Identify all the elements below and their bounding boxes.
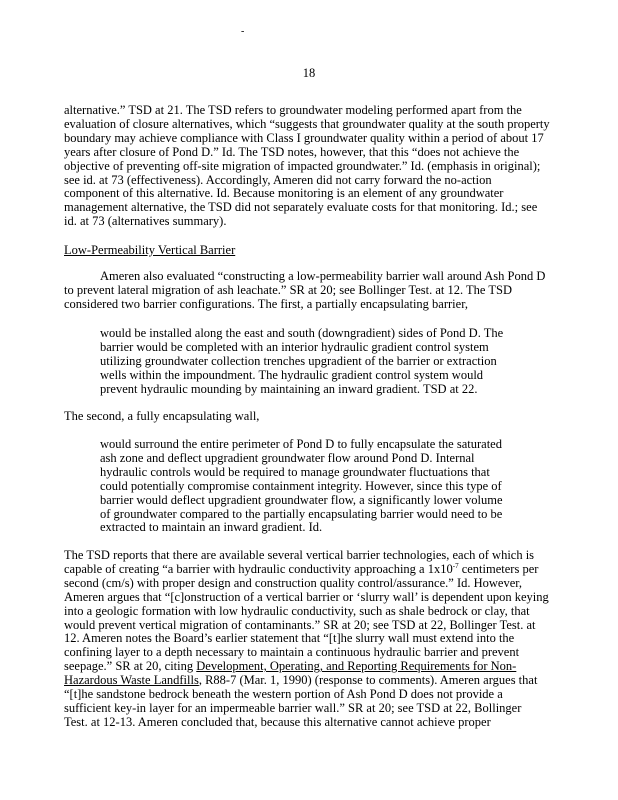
text-fragment: seepage.” SR at 20, citing (64, 659, 197, 674)
text-line: confining layer to a depth necessary to maintain a continuous hydraulic barrier and prevent (64, 645, 520, 660)
block-quote-full-barrier (100, 438, 503, 535)
paragraph-alternative (64, 104, 550, 229)
text-line: see id. at 73 (effectiveness). Accordingly, Ameren did not carry forward the no-action (64, 172, 492, 187)
text-line: Test. at 12-13. Ameren concluded that, because this alternative cannot achieve proper (64, 714, 491, 729)
paragraph-ameren-evaluated (64, 270, 545, 312)
exponent: -7 (452, 561, 459, 570)
text-fragment: , R88-7 (Mar. 1, 1990) (response to comments). Ameren argues that (198, 673, 538, 688)
text-fragment: centimeters per (458, 561, 539, 576)
text-line: would surround the entire perimeter of Pond D to fully encapsulate the saturated (100, 437, 502, 451)
text-line: barrier would be completed with an interior hydraulic gradient control system (100, 339, 489, 354)
text-fragment: capable of creating “a barrier with hydraulic conductivity approaching a 1x10 (64, 561, 453, 576)
text-line: The TSD reports that there are available several vertical barrier technologies, each of which is (64, 548, 535, 562)
block-quote-partial-barrier (100, 327, 503, 397)
text-line: The second, a fully encapsulating wall, (64, 409, 260, 423)
text-line: prevent hydraulic mounding by maintaining an inward gradient. TSD at 22. (100, 381, 478, 396)
text-line: extracted to maintain an inward gradient. Id. (100, 520, 323, 535)
scan-mark: - (241, 26, 245, 37)
text-line: “[t]he sandstone bedrock beneath the western portion of Ash Pond D does not provide a (64, 687, 503, 702)
text-line: boundary may achieve compliance with Class I groundwater quality within a period of about 17 (64, 130, 544, 145)
text-line: sufficient key-in layer for an impermeable barrier wall.” SR at 20; see TSD at 22, Bollinger (64, 700, 522, 715)
text-line (64, 563, 549, 577)
text-line: considered two barrier configurations. The first, a partially encapsulating barrier, (64, 296, 468, 311)
text-line: would be installed along the east and south (downgradient) sides of Pond D. The (100, 326, 504, 340)
text-line: barrier would deflect upgradient groundwater flow, a significantly lower volume (100, 492, 503, 507)
text-line: hydraulic controls would be required to manage groundwater fluctuations that (100, 464, 490, 479)
text-line: would prevent vertical migration of contaminants.” SR at 20; see TSD at 22, Bollinger Test. at (64, 617, 536, 632)
text-line: ash zone and deflect upgradient groundwater flow around Pond D. Internal (100, 450, 475, 465)
section-heading: Low-Permeability Vertical Barrier (64, 243, 236, 257)
text-line: Ameren also evaluated “constructing a low-permeability barrier wall around Ash Pond D (100, 269, 546, 283)
text-line: component of this alternative. Id. Because monitoring is an element of any groundwater (64, 186, 504, 201)
text-line: 12. Ameren notes the Board’s earlier statement that “[t]he slurry wall must extend into the (64, 631, 515, 646)
page-number: 18 (302, 66, 316, 80)
text-line: to prevent lateral migration of ash leachate.” SR at 20; see Bollinger Test. at 12. The TSD (64, 282, 512, 297)
text-line: alternative.” TSD at 21. The TSD refers to groundwater modeling performed apart from the (64, 103, 522, 117)
text-line: Ameren argues that “[c]onstruction of a vertical barrier or ‘slurry wall’ is dependent upon keying (64, 589, 549, 604)
citation-title: Hazardous Waste Landfills (64, 673, 199, 688)
text-line: objective of preventing off-site migration of impacted groundwater.” Id. (emphasis in original); (64, 158, 541, 173)
text-line: id. at 73 (alternatives summary). (64, 214, 227, 229)
text-line: second (cm/s) with proper design and construction quality control/assurance.” Id. However, (64, 575, 523, 590)
text-line: utilizing groundwater collection trenches upgradient of the barrier or extraction (100, 353, 497, 368)
text-line: of groundwater compared to the partially encapsulating barrier would need to be (100, 506, 503, 521)
text-line (64, 674, 549, 688)
text-line (64, 660, 549, 674)
text-line: into a geologic formation with low hydraulic conductivity, such as shale bedrock or clay, that (64, 603, 530, 618)
text-line: management alternative, the TSD did not separately evaluate costs for that monitoring. Id.; see (64, 200, 538, 215)
text-line: could potentially compromise containment integrity. However, since this type of (100, 478, 502, 493)
text-line: wells within the impoundment. The hydraulic gradient control system would (100, 367, 484, 382)
citation-title: Development, Operating, and Reporting Requirements for Non- (196, 659, 517, 674)
paragraph-vertical-barrier-technologies (64, 549, 549, 730)
paragraph-second-wall (64, 410, 259, 424)
text-line: years after closure of Pond D.” Id. The TSD notes, however, that this “does not achieve the (64, 144, 520, 159)
text-line: evaluation of closure alternatives, which “suggests that groundwater quality at the south property (64, 116, 550, 131)
